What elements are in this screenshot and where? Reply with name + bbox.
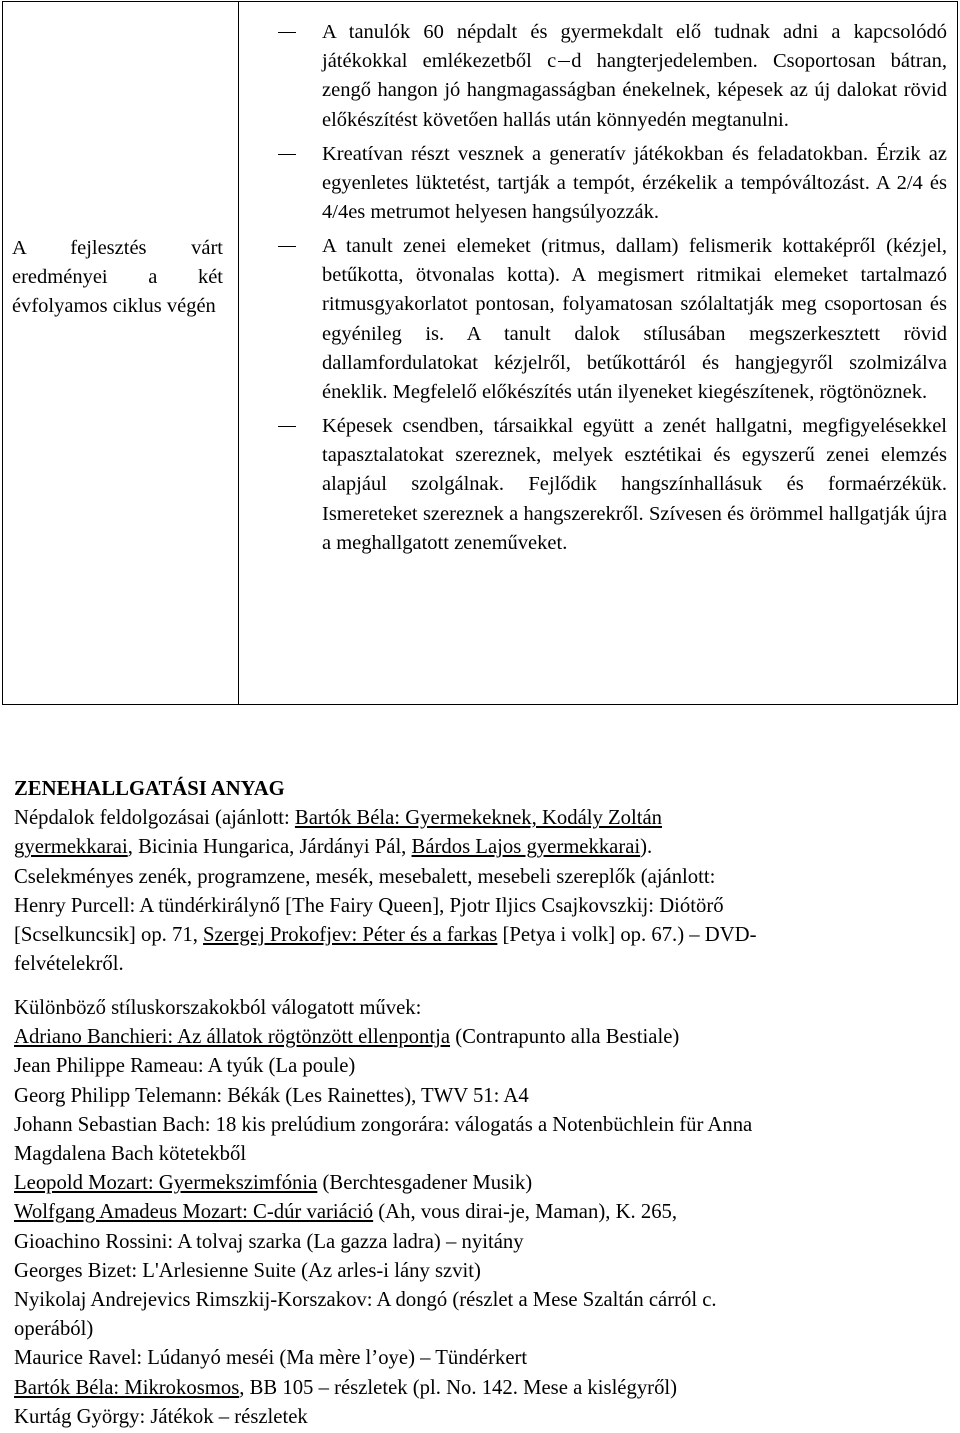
underlined-text: gyermekkarai [14,836,128,859]
dash-bullet-icon [278,246,296,247]
listening-material-section [14,775,934,979]
underlined-text: Bartók Béla: Mikrokosmos [14,1376,240,1399]
work-item [14,1023,934,1052]
dash-bullet-icon [278,154,296,155]
underlined-text: Leopold Mozart: Gyermekszimfónia [14,1172,318,1195]
outcome-item [322,412,947,558]
outcome-item [322,18,947,135]
work-item: operából) [14,1318,94,1341]
work-item [14,1198,934,1227]
outcome-item [322,140,947,228]
text: [Scselkuncsik] op. 71, [14,924,204,947]
works-list-section [14,994,934,1432]
work-item: Gioachino Rossini: A tolvaj szarka (La gazza ladra) – nyitány [14,1230,524,1253]
outcome-text: A tanult zenei elemeket (ritmus, dallam) felismerik kottaképről (kézjel, betűkotta, ötvonalas kotta). A megismert ritmikai elemeket tartalmazó ritmusgyakorlatot pontosan, folyamatosan szólaltatják meg csoportosan és egyénileg is. A tanult dalok stílusában megszerkesztett rövid dallamfordulatokat kézjelről, betűkottáról és hangjegyről szolmizálva éneklik. Megfelelő előkészítés után ilyeneket kiegészítenek, rögtönöznek. [322,235,947,404]
outcome-text: A tanulók 60 népdalt és gyermekdalt elő tudnak adni a kapcsolódó játékokkal emlékezetből c [322,21,947,73]
table-column-divider [238,2,239,704]
table-left-cell: A fejlesztés várt eredményei a két évfolyamos ciklus végén [12,237,223,318]
work-item: Georges Bizet: L'Arlesienne Suite (Az arles-i lány szvit) [14,1259,481,1282]
outcome-text: d [571,50,582,73]
underlined-text: Adriano Banchieri: Az állatok rögtönzött ellenpontja [14,1026,451,1049]
folk-arrangements-line [14,833,934,862]
dash-bullet-icon [278,32,296,33]
table-right-cell [322,18,947,563]
work-item: Kurtág György: Játékok – részletek [14,1405,308,1428]
program-music-line: Cselekményes zenék, programzene, mesék, mesebalett, mesebeli szereplők (ajánlott: [14,865,716,888]
text: , BB 105 – részletek (pl. No. 142. Mese a kislégyről) [239,1376,678,1399]
outcome-item [322,232,947,407]
outcome-text: Képesek csendben, társaikkal együtt a zenét hallgatni, megfigyelésekkel tapasztalatokat szereznek, melyek esztétikai és egyszerű zenei elemzés alapjául szolgálnak. Fejlődik hangszínhallásuk és formaérzékük. Ismereteket szereznek a hangszerekről. Szívesen és örömmel hallgatják újra a meghallgatott zeneműveket. [322,415,947,554]
program-music-line [14,921,934,950]
program-music-line: felvételekről. [14,953,124,976]
work-item: Johann Sebastian Bach: 18 kis prelúdium zongorára: válogatás a Notenbüchlein für Anna [14,1113,753,1136]
text: (Berchtesgadener Musik) [317,1172,533,1195]
text: [Petya i volk] op. 67.) – DVD- [497,924,757,947]
work-item: Jean Philippe Rameau: A tyúk (La poule) [14,1055,356,1078]
text: , Bicinia Hungarica, Járdányi Pál, [127,836,412,859]
underlined-text: Wolfgang Amadeus Mozart: C-dúr variáció [14,1201,374,1224]
underlined-text: Bartók Béla: Gyermekeknek, Kodály Zoltán [294,807,663,830]
work-item: Maurice Ravel: Lúdanyó meséi (Ma mère l’oye) – Tündérkert [14,1347,528,1370]
work-item [14,1169,934,1198]
underlined-text: Bárdos Lajos gyermekkarai [411,836,641,859]
work-item [14,1374,934,1403]
range-dash-icon [558,61,570,62]
outcome-text: Kreatívan részt vesznek a generatív játékokban és feladatokban. Érzik az egyenletes lüktetést, tartják a tempót, érzékelik a tempóváltozást. A 2/4 és 4/4es metrumot helyesen hangsúlyozzák. [322,142,947,224]
work-item: Nyikolaj Andrejevics Rimszkij-Korszakov: A dongó (részlet a Mese Szaltán cárról c. [14,1289,717,1312]
dash-bullet-icon [278,426,296,427]
outcome-text: hangterjedelemben. Csoportosan bátran, zengő hangon jó hangmagasságban énekelnek, képesek az új dalokat rövid előkészítést követően hallás után könnyedén megtanulni. [322,50,947,131]
text: (Contrapunto alla Bestiale) [450,1026,680,1049]
text: ). [640,836,653,859]
folk-arrangements-line [14,804,934,833]
work-item: Georg Philipp Telemann: Békák (Les Rainettes), TWV 51: A4 [14,1084,529,1107]
work-item: Magdalena Bach kötetekből [14,1143,247,1166]
text: (Ah, vous dirai-je, Maman), K. 265, [373,1201,678,1224]
underlined-text: Szergej Prokofjev: Péter és a farkas [203,924,498,947]
program-music-line: Henry Purcell: A tündérkirálynő [The Fairy Queen], Pjotr Iljics Csajkovszkij: Diótörő [14,894,724,917]
works-intro: Különböző stíluskorszakokból válogatott művek: [14,997,422,1019]
text: Népdalok feldolgozásai (ajánlott: [14,807,295,830]
section-heading: ZENEHALLGATÁSI ANYAG [14,778,285,800]
